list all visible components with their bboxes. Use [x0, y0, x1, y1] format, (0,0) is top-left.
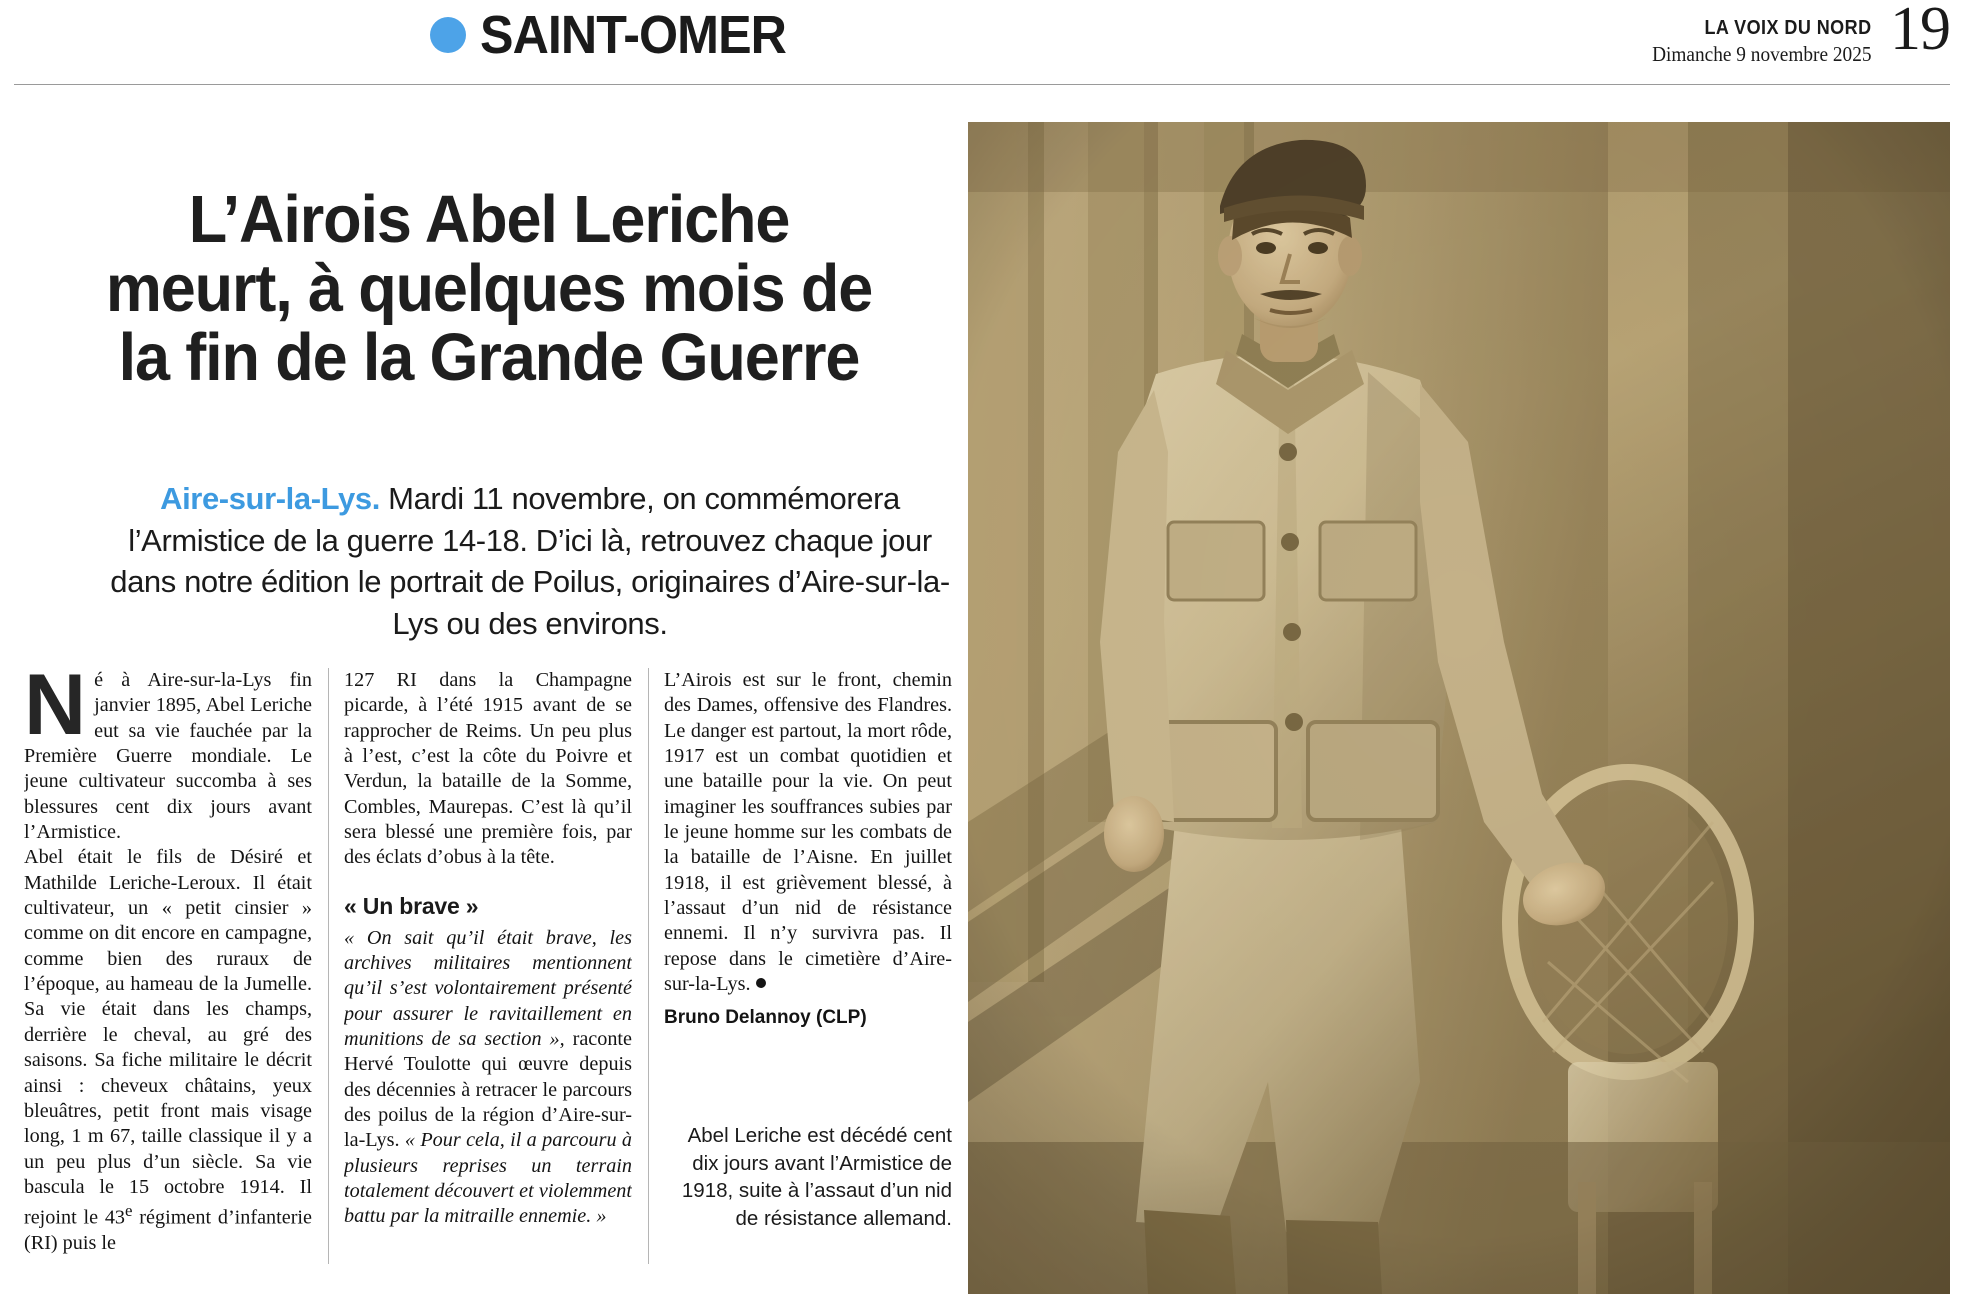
article-headline — [52, 181, 926, 395]
section-bullet-icon — [430, 17, 466, 53]
headline-line-3: la fin de la Grande Guerre — [118, 319, 860, 395]
drop-cap: N — [24, 668, 87, 753]
issue-date: Dimanche 9 novembre 2025 — [1652, 42, 1872, 66]
col2-quote-1: « On sait qu’il était brave, les archives militaires mentionnent qu’il s’est volontairement présenté pour assurer le ravitaillement en munitions de sa section », — [344, 926, 632, 1050]
headline-line-1: L’Airois Abel Leriche — [188, 181, 790, 257]
section-title: SAINT-OMER — [480, 5, 787, 65]
column-divider-1 — [328, 668, 329, 1264]
photo-illustration — [968, 122, 1950, 1294]
page-number: 19 — [1890, 0, 1950, 63]
paragraph — [24, 845, 312, 1256]
col2-quote-2: « Pour cela, il a parcouru à plusieurs reprises un terrain totalement découvert et violemment battu par la mitraille ennemie. » — [344, 1129, 632, 1228]
col2-quote-attribution: raconte Hervé Toulotte qui œuvre depuis des décennies à retracer le parcours des poilus de la région d’Aire-sur-la-Lys. — [344, 1027, 632, 1152]
paragraph — [664, 668, 952, 997]
article-photo — [968, 122, 1950, 1294]
body-column-2 — [344, 668, 632, 1288]
section-header — [0, 5, 1240, 65]
col2-paragraph-1: 127 RI dans la Champagne picarde, à l’été 1915 avant de se rapprocher de Reims. Un peu plus à l’est, c’est la côte du Poivre et Verdun, la bataille de la Somme, Combles, Maurepas. C’est là qu’il sera blessé une première fois, par des éclats d’obus à la tête. — [344, 669, 632, 869]
newspaper-brand: LA VOIX DU NORD — [1704, 17, 1872, 39]
article-standfirst — [95, 478, 965, 644]
end-of-article-dot-icon — [756, 978, 766, 988]
standfirst-location: Aire-sur-la-Lys. — [160, 481, 380, 516]
body-column-1 — [24, 668, 312, 1288]
masthead-divider — [14, 84, 1950, 85]
section-subhead: « Un brave » — [344, 892, 479, 919]
col1-paragraph-2-end: régiment d’infanterie (RI) puis le — [24, 1206, 312, 1255]
headline-line-2: meurt, à quelques mois de — [105, 250, 873, 326]
paragraph — [344, 668, 632, 871]
col1-paragraph-2: Abel était le fils de Désiré et Mathilde Leriche-Leroux. Il était cultivateur, un « petit cinsier » comme on dit encore en campagne, comme bien des ruraux de l’époque, au hameau de la Jumelle. Sa vie était dans les champs, derrière le cheval, au gré des saisons. Sa fiche militaire le décrit ainsi : cheveux châtains, yeux bleuâtres, petit front mais visage long, 1 m 67, taille classique il y a un peu plus d’un siècle. Sa vie bascula le 15 octobre 1914. Il rejoint le 43 — [24, 846, 312, 1229]
col1-paragraph-1: é à Aire-sur-la-Lys fin janvier 1895, Abel Leriche eut sa vie fauchée par la Première Guerre mondiale. Le jeune cultivateur succomba à ses blessures cent dix jours avant l’Armistice. — [24, 669, 312, 844]
photo-caption: Abel Leriche est décédé cent dix jours avant l’Armistice de 1918, suite à l’assaut d’un nid de résistance allemand. — [681, 1124, 952, 1231]
col3-paragraph-1: L’Airois est sur le front, chemin des Dames, offensive des Flandres. Le danger est partout, la mort rôde, 1917 est un combat quotidien et une bataille pour la vie. On peut imaginer les souffrances subies par le jeune homme sur les combats de la bataille de l’Aisne. En juillet 1918, il est grièvement blessé, à l’assaut d’un nid de résistance ennemi. Il n’y survivra pas. Il repose dans le cimetière d’Aire-sur-la-Lys. — [664, 669, 952, 996]
paragraph — [344, 926, 632, 1230]
paragraph — [24, 668, 312, 845]
ordinal-suffix: e — [125, 1201, 133, 1221]
article-byline: Bruno Delannoy (CLP) — [664, 1007, 867, 1029]
masthead-info — [1633, 16, 1872, 67]
standfirst-text: Mardi 11 novembre, on commémorera l’Armistice de la guerre 14-18. D’ici là, retrouvez chaque jour dans notre édition le portrait de Poilus, originaires d’Aire-sur-la-Lys ou des environs. — [110, 481, 950, 641]
column-divider-2 — [648, 668, 649, 1264]
masthead — [0, 0, 1964, 86]
